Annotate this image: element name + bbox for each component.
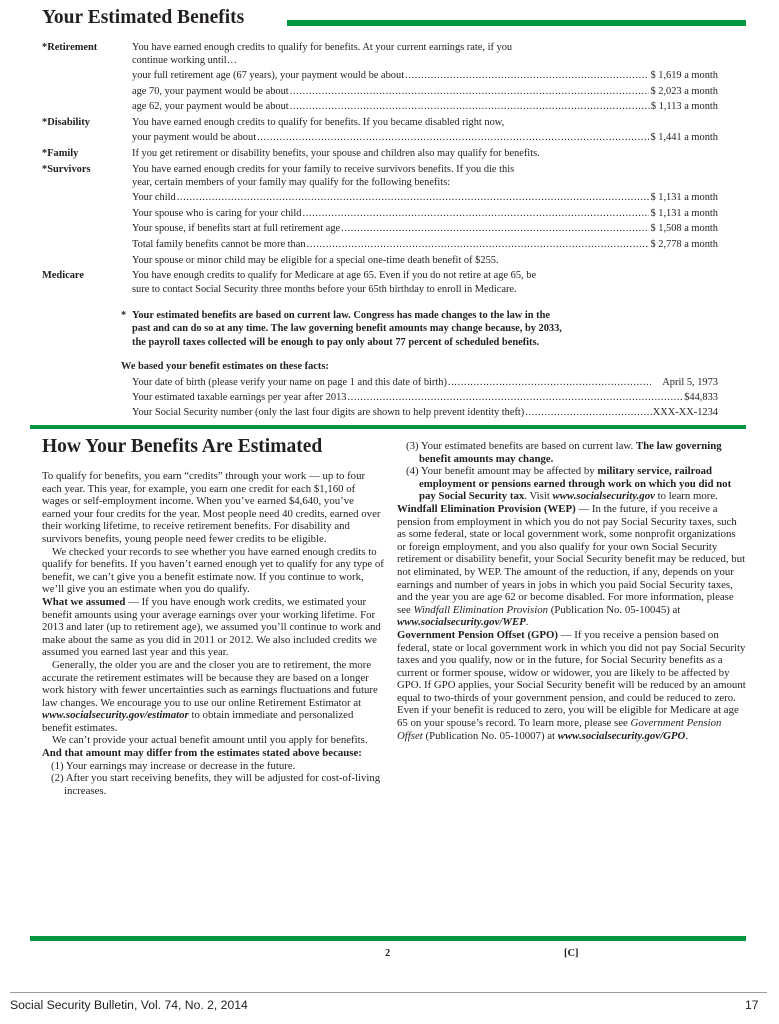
note-line2: past and can do so at any time. The law governing benefit amounts may change because, by 2033, — [132, 323, 562, 334]
survivors-row-total — [132, 239, 718, 251]
row-value: $44,833 — [684, 392, 718, 403]
survivors-line2: year, certain members of your family may qualify for the following benefits: — [132, 177, 451, 188]
bulletin-citation: Social Security Bulletin, Vol. 74, No. 2, 2014 — [10, 998, 248, 1012]
facts-row-earnings — [132, 392, 718, 404]
row-label: your full retirement age (67 years), your payment would be about — [132, 70, 405, 81]
note-asterisk: * — [121, 310, 127, 321]
row-amount: $ 2,023 a month — [650, 86, 718, 97]
actual-bold: And that amount may differ from the estimates stated above because: — [42, 747, 362, 760]
row-label: your payment would be about — [132, 132, 257, 143]
retirement-row-fra — [132, 70, 718, 82]
heading-rule — [287, 20, 746, 26]
row-value: XXX-XX-1234 — [652, 407, 718, 418]
paragraph-actual-amount — [42, 734, 384, 759]
section-divider — [30, 425, 746, 429]
row-amount: $ 1,441 a month — [650, 132, 718, 143]
survivors-label: *Survivors — [42, 164, 91, 175]
bottom-rule — [30, 936, 746, 941]
wep-publication: Windfall Elimination Provision — [413, 603, 549, 616]
item3-text: (3) Your estimated benefits are based on current law. — [406, 440, 636, 452]
paragraph-gpo — [397, 629, 747, 742]
item4-end: to learn more. — [654, 490, 718, 503]
footer-rule — [10, 992, 767, 993]
item3-bold: The law governing benefit amounts may change. — [419, 440, 722, 465]
wep-heading: Windfall Elimination Provision (WEP) — [397, 502, 576, 515]
survivors-row-spouse-caring — [132, 208, 718, 220]
retirement-row-62 — [132, 101, 718, 113]
retirement-row-70 — [132, 86, 718, 98]
medicare-line1: You have enough credits to qualify for Medicare at age 65. Even if you do not retire at age 65, be — [132, 270, 537, 281]
item4-visit: . Visit — [524, 490, 553, 503]
gpo-end: . — [685, 729, 689, 742]
paragraph-accuracy — [42, 659, 384, 735]
medicare-label: Medicare — [42, 270, 84, 281]
estimated-benefits-heading: Your Estimated Benefits — [42, 7, 245, 28]
survivors-line1: You have earned enough credits for your family to receive survivors benefits. If you die this — [132, 164, 515, 175]
item4-bold: military service, railroad employment or pensions earned through work on which you did not pay Social Security tax — [419, 465, 732, 503]
page-code: [C] — [564, 948, 579, 959]
gpo-heading: Government Pension Offset (GPO) — [397, 628, 559, 641]
facts-row-dob — [132, 377, 718, 389]
ssa-link[interactable]: www.socialsecurity.gov — [552, 490, 655, 503]
retirement-label: *Retirement — [42, 42, 98, 53]
row-label: age 62, your payment would be about — [132, 101, 289, 112]
row-amount: $ 1,113 a month — [650, 101, 718, 112]
list-item-1: (1) Your earnings may increase or decrease in the future. — [51, 759, 296, 772]
row-label: Your estimated taxable earnings per year after 2013 — [132, 392, 347, 403]
disability-label: *Disability — [42, 117, 90, 128]
journal-page-number: 17 — [745, 998, 759, 1012]
facts-row-ssn — [132, 407, 718, 419]
how-estimated-heading: How Your Benefits Are Estimated — [42, 436, 323, 457]
page-number: 2 — [385, 948, 391, 959]
gpo-link[interactable]: www.socialsecurity.gov/GPO — [557, 729, 686, 742]
gpo-publication: Government Pension Offset — [397, 717, 722, 742]
row-amount: $ 1,131 a month — [650, 208, 718, 219]
accuracy-text: Generally, the older you are and the closer you are to retirement, the more accurate the retirement estimates will be because they are based on a longer work history with fewer uncertainties such as earnings fluctuations and future law changes. We encourage you to use our online Retirement Estimator at — [42, 658, 378, 709]
family-line1: If you get retirement or disability benefits, your spouse and children also may qualify for benefits. — [132, 148, 540, 159]
row-amount: $ 1,619 a month — [650, 70, 718, 81]
wep-text: — In the future, if you receive a pension from employment in which you do not pay Social Security taxes, such as some federal, state or local government work, some nonprofit organizations or foreign employment, and you also qualify for your own Social Security retirement or disability benefit, your Social Security benefit may be reduced, but not eliminated, by WEP. The amount of the reduction, if any, depends on your earnings and number of years in jobs in which you paid Social Security taxes, and the year you are age 62 or become disabled. For more information, please see — [397, 502, 746, 616]
row-label: Total family benefits cannot be more than — [132, 239, 306, 250]
list-item-2: (2) After you start receiving benefits, they will be adjusted for cost-of-living increases. — [51, 772, 381, 797]
how-left-column — [42, 470, 384, 797]
wep-end: . — [525, 616, 529, 629]
row-label: Your spouse who is caring for your child — [132, 208, 302, 219]
how-right-column — [397, 440, 747, 742]
note-line3: the payroll taxes collected will be enough to pay only about 77 percent of scheduled benefits. — [132, 337, 540, 348]
paragraph-wep — [397, 503, 747, 629]
gpo-text: — If you receive a pension based on federal, state or local government work in which you did not pay Social Security taxes and you qualify, now or in the future, for Social Security benefits as a current or former spouse, widow or widower, you are likely to be affected by GPO. If GPO applies, your Social Security benefit will be reduced by an amount equal to two-thirds of your government pension, and could be reduced to zero. Even if your benefit is reduced to zero, you will be eligible for Medicare at age 65 on your spouse’s record. To learn more, please see — [397, 628, 746, 730]
row-amount: $ 1,131 a month — [650, 192, 718, 203]
family-label: *Family — [42, 148, 79, 159]
row-label: Your date of birth (please verify your name on page 1 and this date of birth) — [132, 377, 447, 388]
accuracy-text-end: to obtain immediate and personalized benefit estimates. — [42, 709, 354, 734]
item4-text: (4) Your benefit amount may be affected by — [406, 465, 598, 478]
list-item-4 — [397, 465, 747, 503]
row-amount: $ 1,508 a month — [650, 223, 718, 234]
assumed-heading: What we assumed — [42, 595, 126, 608]
facts-heading: We based your benefit estimates on these facts: — [121, 361, 329, 372]
paragraph-records: We checked your records to see whether you have earned enough credits to qualify for benefits. If you haven’t earned enough yet to qualify for any type of benefit, we can’t give you a benefit estimate now. If you continue to work, we’ll give you an estimate when you do qualify. — [42, 545, 384, 596]
actual-text: We can’t provide your actual benefit amount until you apply for benefits. — [52, 734, 368, 747]
disability-row — [132, 132, 718, 144]
survivors-row-spouse-fra — [132, 223, 718, 235]
row-label: Your child — [132, 192, 176, 203]
retirement-intro-line1: You have earned enough credits to qualify for benefits. At your current earnings rate, if you — [132, 42, 513, 53]
paragraph-assumed — [42, 596, 384, 659]
survivors-row-child — [132, 192, 718, 204]
row-value: April 5, 1973 — [662, 377, 718, 388]
retirement-intro-line2: continue working until… — [132, 55, 238, 66]
wep-pub-number: (Publication No. 05-10045) at — [548, 603, 681, 616]
assumed-text: — If you have enough work credits, we estimated your benefit amounts using your average earnings over your working lifetime. For 2013 and later (up to retirement age), we assumed you’ll continue to work and make about the same as you did in 2011 or 2012. We also included credits we assumed you earned last year and this year. — [42, 595, 381, 659]
list-item-3 — [397, 440, 747, 465]
disability-line1: You have earned enough credits to qualify for benefits. If you became disabled right now, — [132, 117, 505, 128]
survivors-death-benefit: Your spouse or minor child may be eligible for a special one-time death benefit of $255. — [132, 255, 499, 266]
wep-link[interactable]: www.socialsecurity.gov/WEP — [397, 616, 526, 629]
gpo-pub-number: (Publication No. 05-10007) at — [422, 729, 558, 742]
estimator-link[interactable]: www.socialsecurity.gov/estimator — [42, 709, 189, 722]
paragraph-credits: To qualify for benefits, you earn “credits” through your work — up to four each year. This year, for example, you earn one credit for each $1,160 of wages or self-employment income. When you’ve earned $4,640, you’ve earned your four credits for the year. Most people need 40 credits, earned over their working lifetime, to receive retirement benefits. For disability and survivors benefits, young people need fewer credits to be eligible. — [42, 470, 381, 545]
row-label: Your spouse, if benefits start at full retirement age — [132, 223, 341, 234]
row-label: age 70, your payment would be about — [132, 86, 289, 97]
row-amount: $ 2,778 a month — [650, 239, 718, 250]
note-line1: Your estimated benefits are based on current law. Congress has made changes to the law in the — [132, 310, 551, 321]
medicare-line2: sure to contact Social Security three months before your 65th birthday to enroll in Medicare. — [132, 284, 517, 295]
row-label: Your Social Security number (only the last four digits are shown to help prevent identity theft) — [132, 407, 525, 418]
